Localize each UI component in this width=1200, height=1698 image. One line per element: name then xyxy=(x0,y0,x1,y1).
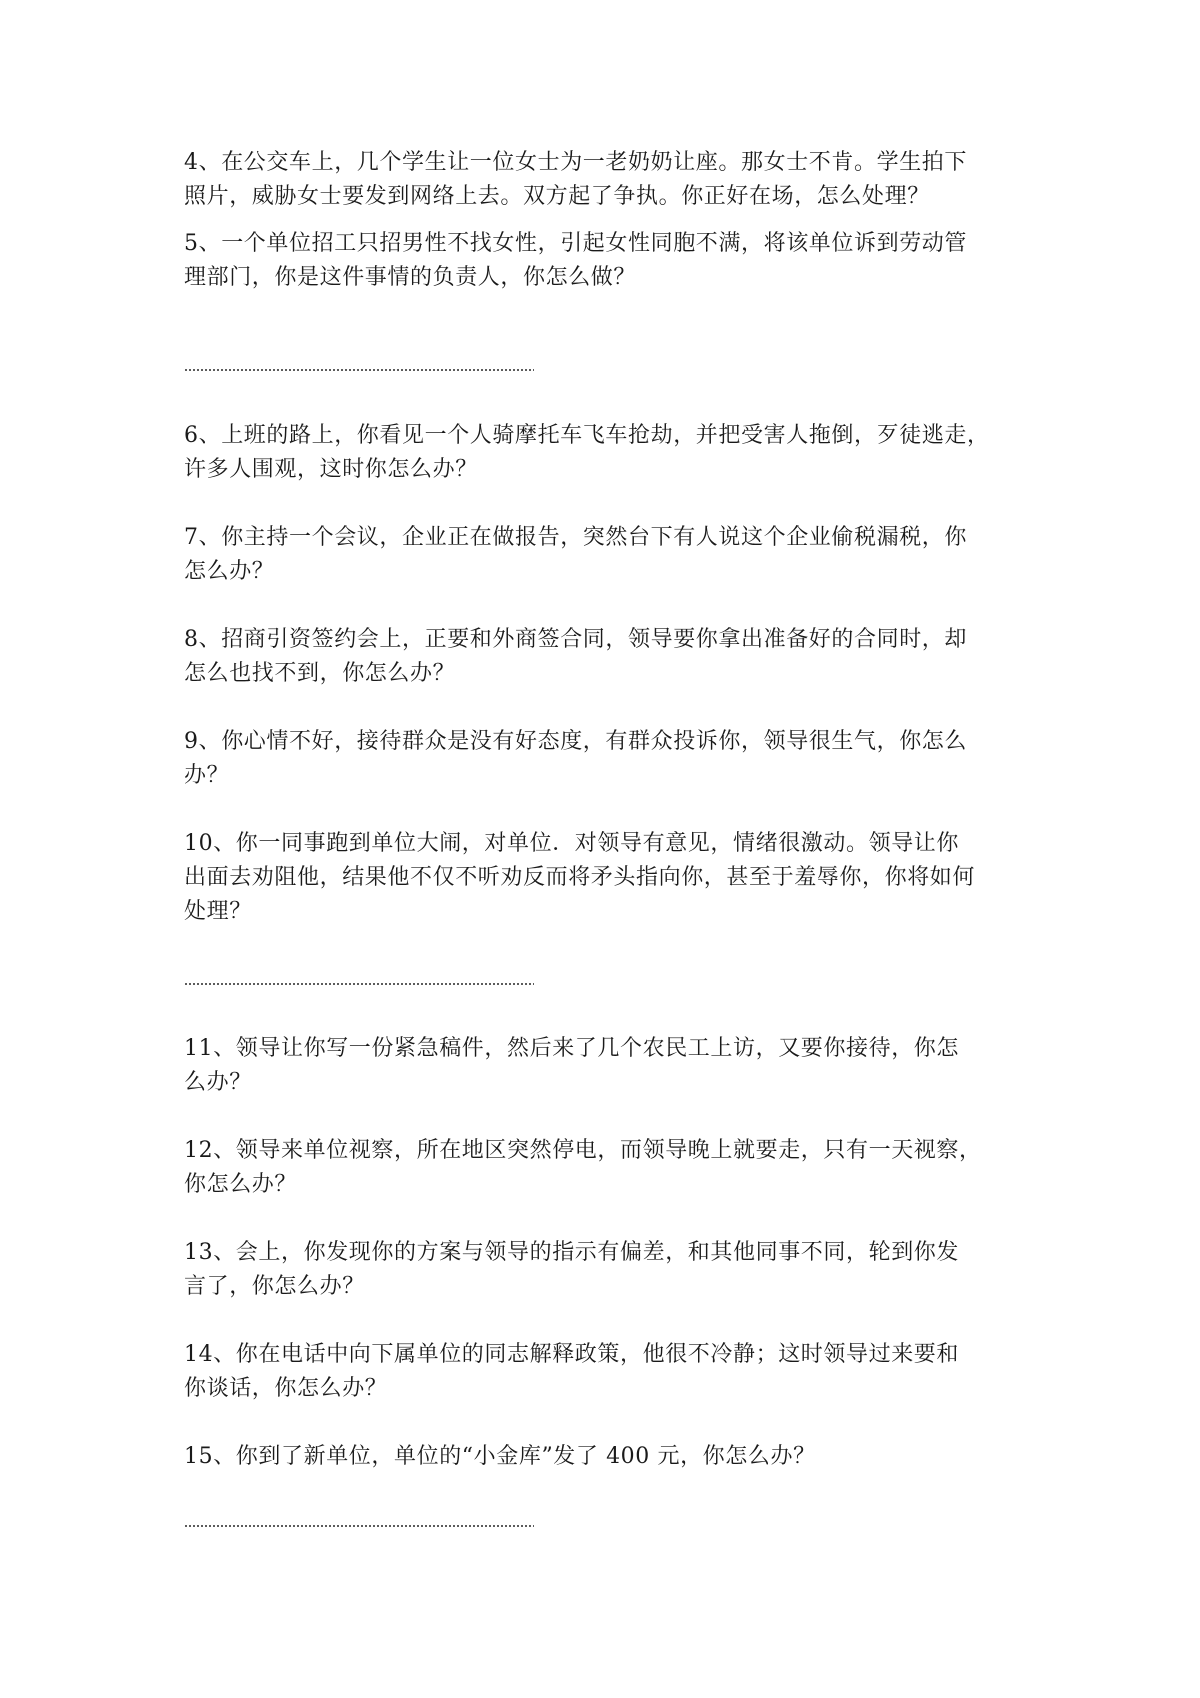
question-line: 7、你主持一个会议，企业正在做报告，突然台下有人说这个企业偷税漏税，你 xyxy=(184,525,967,550)
question-line: 14、你在电话中向下属单位的同志解释政策，他很不冷静；这时领导过来要和 xyxy=(184,1342,959,1367)
question-line: 12、领导来单位视察，所在地区突然停电，而领导晚上就要走，只有一天视察， xyxy=(184,1138,982,1163)
question-4 xyxy=(184,146,1024,214)
question-line: 怎么也找不到，你怎么办？ xyxy=(184,661,456,686)
question-line: 么办？ xyxy=(184,1070,252,1095)
dotted-separator xyxy=(184,1524,534,1528)
question-line: 许多人围观，这时你怎么办？ xyxy=(184,457,478,482)
question-line: 办？ xyxy=(184,763,230,788)
question-line: 言了，你怎么办？ xyxy=(184,1274,365,1299)
question-6 xyxy=(184,419,1024,487)
question-line: 10、你一同事跑到单位大闹，对单位．对领导有意见，情绪很激动。领导让你 xyxy=(184,831,959,856)
question-line: 理部门，你是这件事情的负责人，你怎么做？ xyxy=(184,265,637,290)
question-5 xyxy=(184,227,1024,295)
dotted-separator xyxy=(184,368,534,372)
question-12 xyxy=(184,1134,1024,1202)
dotted-separator xyxy=(184,982,534,986)
question-8 xyxy=(184,623,1024,691)
question-line: 照片，威胁女士要发到网络上去。双方起了争执。你正好在场，怎么处理？ xyxy=(184,184,930,209)
question-line: 6、上班的路上，你看见一个人骑摩托车飞车抢劫，并把受害人拖倒，歹徒逃走， xyxy=(184,423,990,448)
question-9 xyxy=(184,725,1024,793)
question-14 xyxy=(184,1338,1024,1406)
question-line: 9、你心情不好，接待群众是没有好态度，有群众投诉你，领导很生气，你怎么 xyxy=(184,729,967,754)
question-line: 处理？ xyxy=(184,899,252,924)
question-line: 你谈话，你怎么办？ xyxy=(184,1376,388,1401)
question-10 xyxy=(184,827,1024,929)
question-15 xyxy=(184,1440,1024,1474)
question-13 xyxy=(184,1236,1024,1304)
question-line: 13、会上，你发现你的方案与领导的指示有偏差，和其他同事不同，轮到你发 xyxy=(184,1240,959,1265)
question-line: 你怎么办？ xyxy=(184,1172,298,1197)
question-line: 15、你到了新单位，单位的“小金库”发了 400 元，你怎么办？ xyxy=(184,1444,816,1469)
question-11 xyxy=(184,1032,1024,1100)
question-line: 8、招商引资签约会上，正要和外商签合同，领导要你拿出准备好的合同时，却 xyxy=(184,627,967,652)
question-line: 5、一个单位招工只招男性不找女性，引起女性同胞不满，将该单位诉到劳动管 xyxy=(184,231,967,256)
question-line: 4、在公交车上，几个学生让一位女士为一老奶奶让座。那女士不肯。学生拍下 xyxy=(184,150,967,175)
question-line: 11、领导让你写一份紧急稿件，然后来了几个农民工上访，又要你接待，你怎 xyxy=(184,1036,959,1061)
question-7 xyxy=(184,521,1024,589)
question-line: 出面去劝阻他，结果他不仅不听劝反而将矛头指向你，甚至于羞辱你，你将如何 xyxy=(184,865,976,890)
question-line: 怎么办？ xyxy=(184,559,275,584)
